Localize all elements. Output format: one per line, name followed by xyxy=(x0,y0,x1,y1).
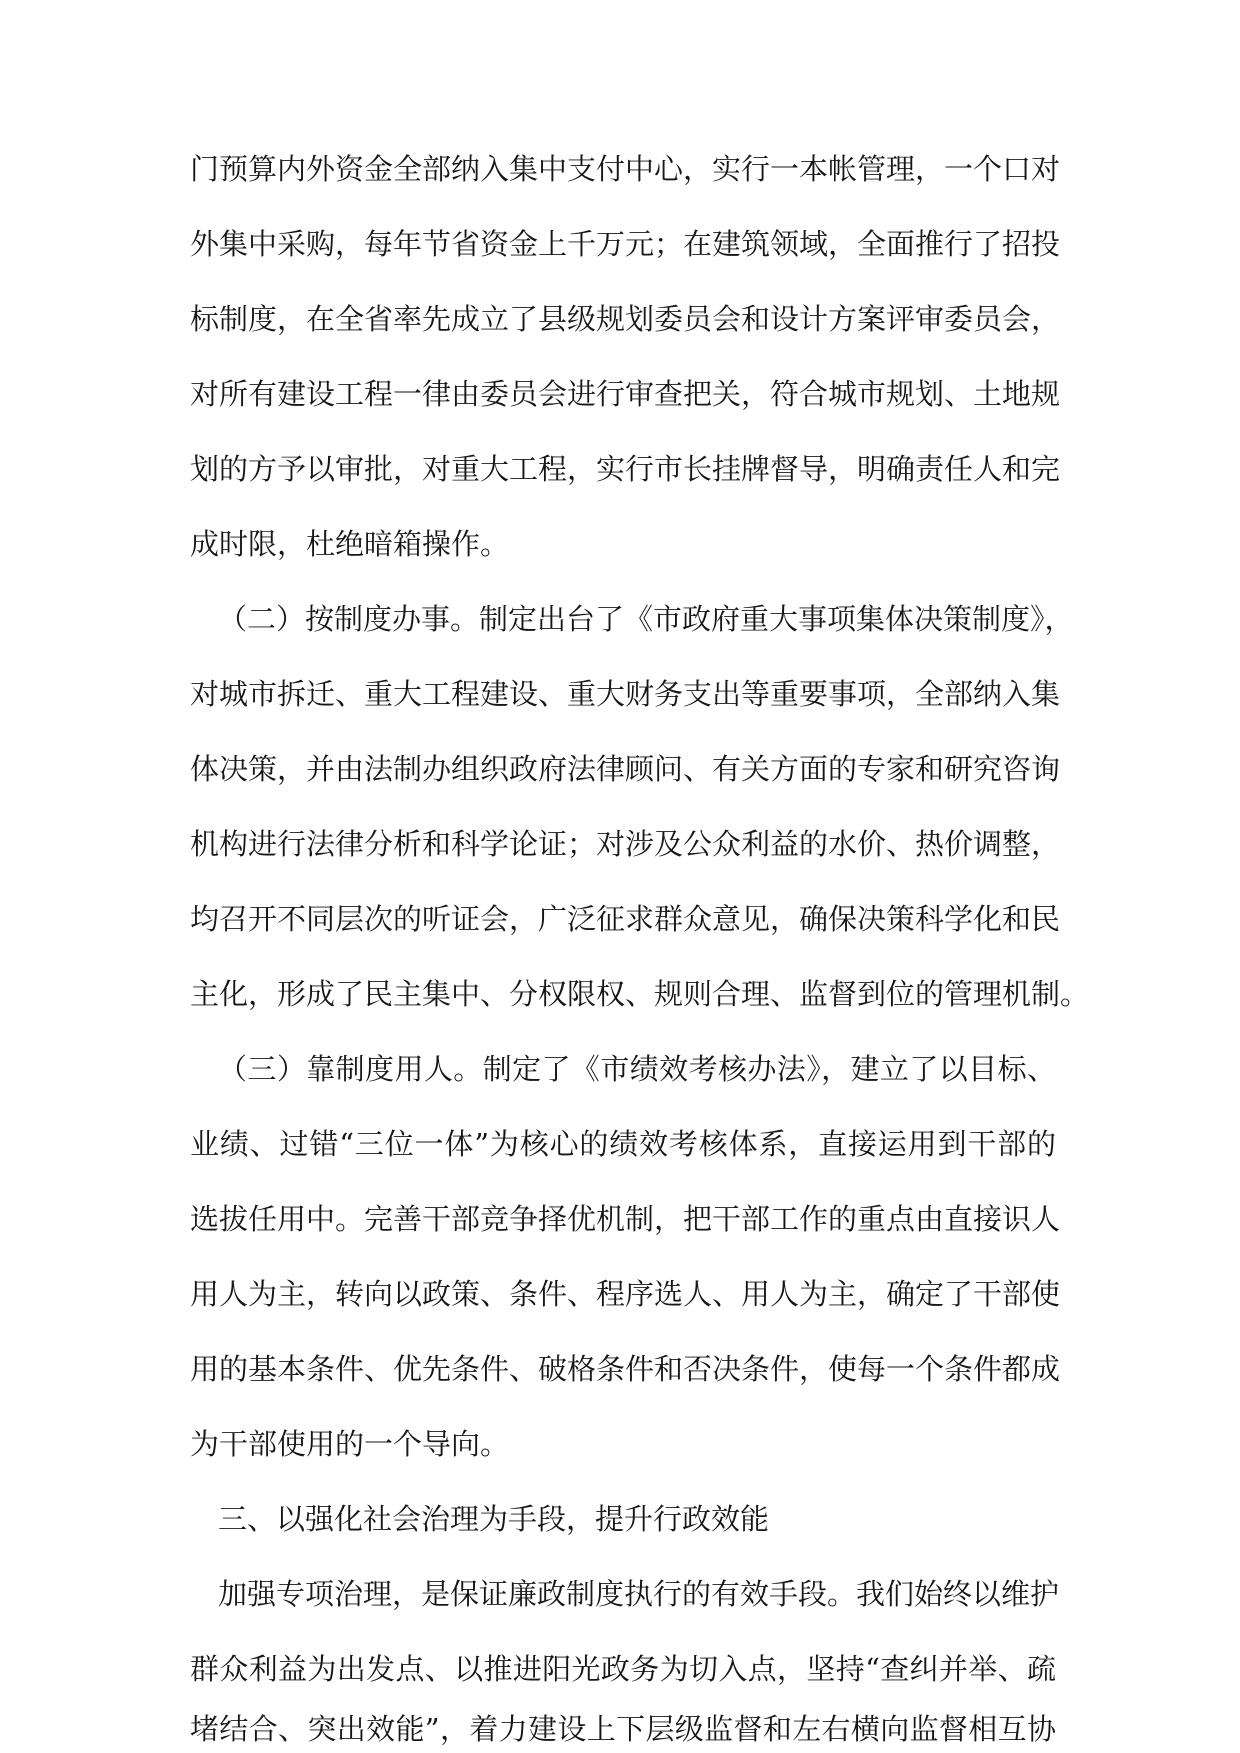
text-line: 对所有建设工程一律由委员会进行审查把关，符合城市规划、土地规 xyxy=(190,377,1061,411)
text-line: 堵结合、突出效能”，着力建设上下层级监督和左右横向监督相互协 xyxy=(190,1712,1056,1746)
text-line: 主化，形成了民主集中、分权限权、规则合理、监督到位的管理机制。 xyxy=(190,977,1090,1011)
text-line: 用的基本条件、优先条件、破格条件和否决条件，使每一个条件都成 xyxy=(190,1352,1061,1386)
text-line: 选拔任用中。完善干部竞争择优机制，把干部工作的重点由直接识人 xyxy=(190,1202,1061,1236)
text-line: 为干部使用的一个导向。 xyxy=(190,1427,510,1461)
text-line: 业绩、过错“三位一体”为核心的绩效考核体系，直接运用到干部的 xyxy=(190,1127,1056,1161)
text-line: 群众利益为出发点、以推进阳光政务为切入点，坚持“查纠并举、疏 xyxy=(190,1652,1056,1686)
section-heading: 三、以强化社会治理为手段，提升行政效能 xyxy=(218,1502,770,1536)
text-line: 门预算内外资金全部纳入集中支付中心，实行一本帐管理，一个口对 xyxy=(190,152,1061,186)
text-line: 划的方予以审批，对重大工程，实行市长挂牌督导，明确责任人和完 xyxy=(190,452,1061,486)
text-line: 外集中采购，每年节省资金上千万元；在建筑领域，全面推行了招投 xyxy=(190,227,1061,261)
paragraph-heading: （二）按制度办事。制定出台了《市政府重大事项集体决策制度》， xyxy=(218,602,1074,636)
text-line: 均召开不同层次的听证会，广泛征求群众意见，确保决策科学化和民 xyxy=(190,902,1061,936)
text-line: 加强专项治理，是保证廉政制度执行的有效手段。我们始终以维护 xyxy=(218,1577,1060,1611)
text-line: 对城市拆迁、重大工程建设、重大财务支出等重要事项，全部纳入集 xyxy=(190,677,1061,711)
text-line: 用人为主，转向以政策、条件、程序选人、用人为主，确定了干部使 xyxy=(190,1277,1061,1311)
text-line: 标制度，在全省率先成立了县级规划委员会和设计方案评审委员会， xyxy=(190,302,1061,336)
paragraph-heading: （三）靠制度用人。制定了《市绩效考核办法》，建立了以目标、 xyxy=(218,1052,1056,1086)
text-line: 成时限，杜绝暗箱操作。 xyxy=(190,527,510,561)
text-line: 机构进行法律分析和科学论证；对涉及公众利益的水价、热价调整， xyxy=(190,827,1061,861)
text-line: 体决策，并由法制办组织政府法律顾问、有关方面的专家和研究咨询 xyxy=(190,752,1061,786)
